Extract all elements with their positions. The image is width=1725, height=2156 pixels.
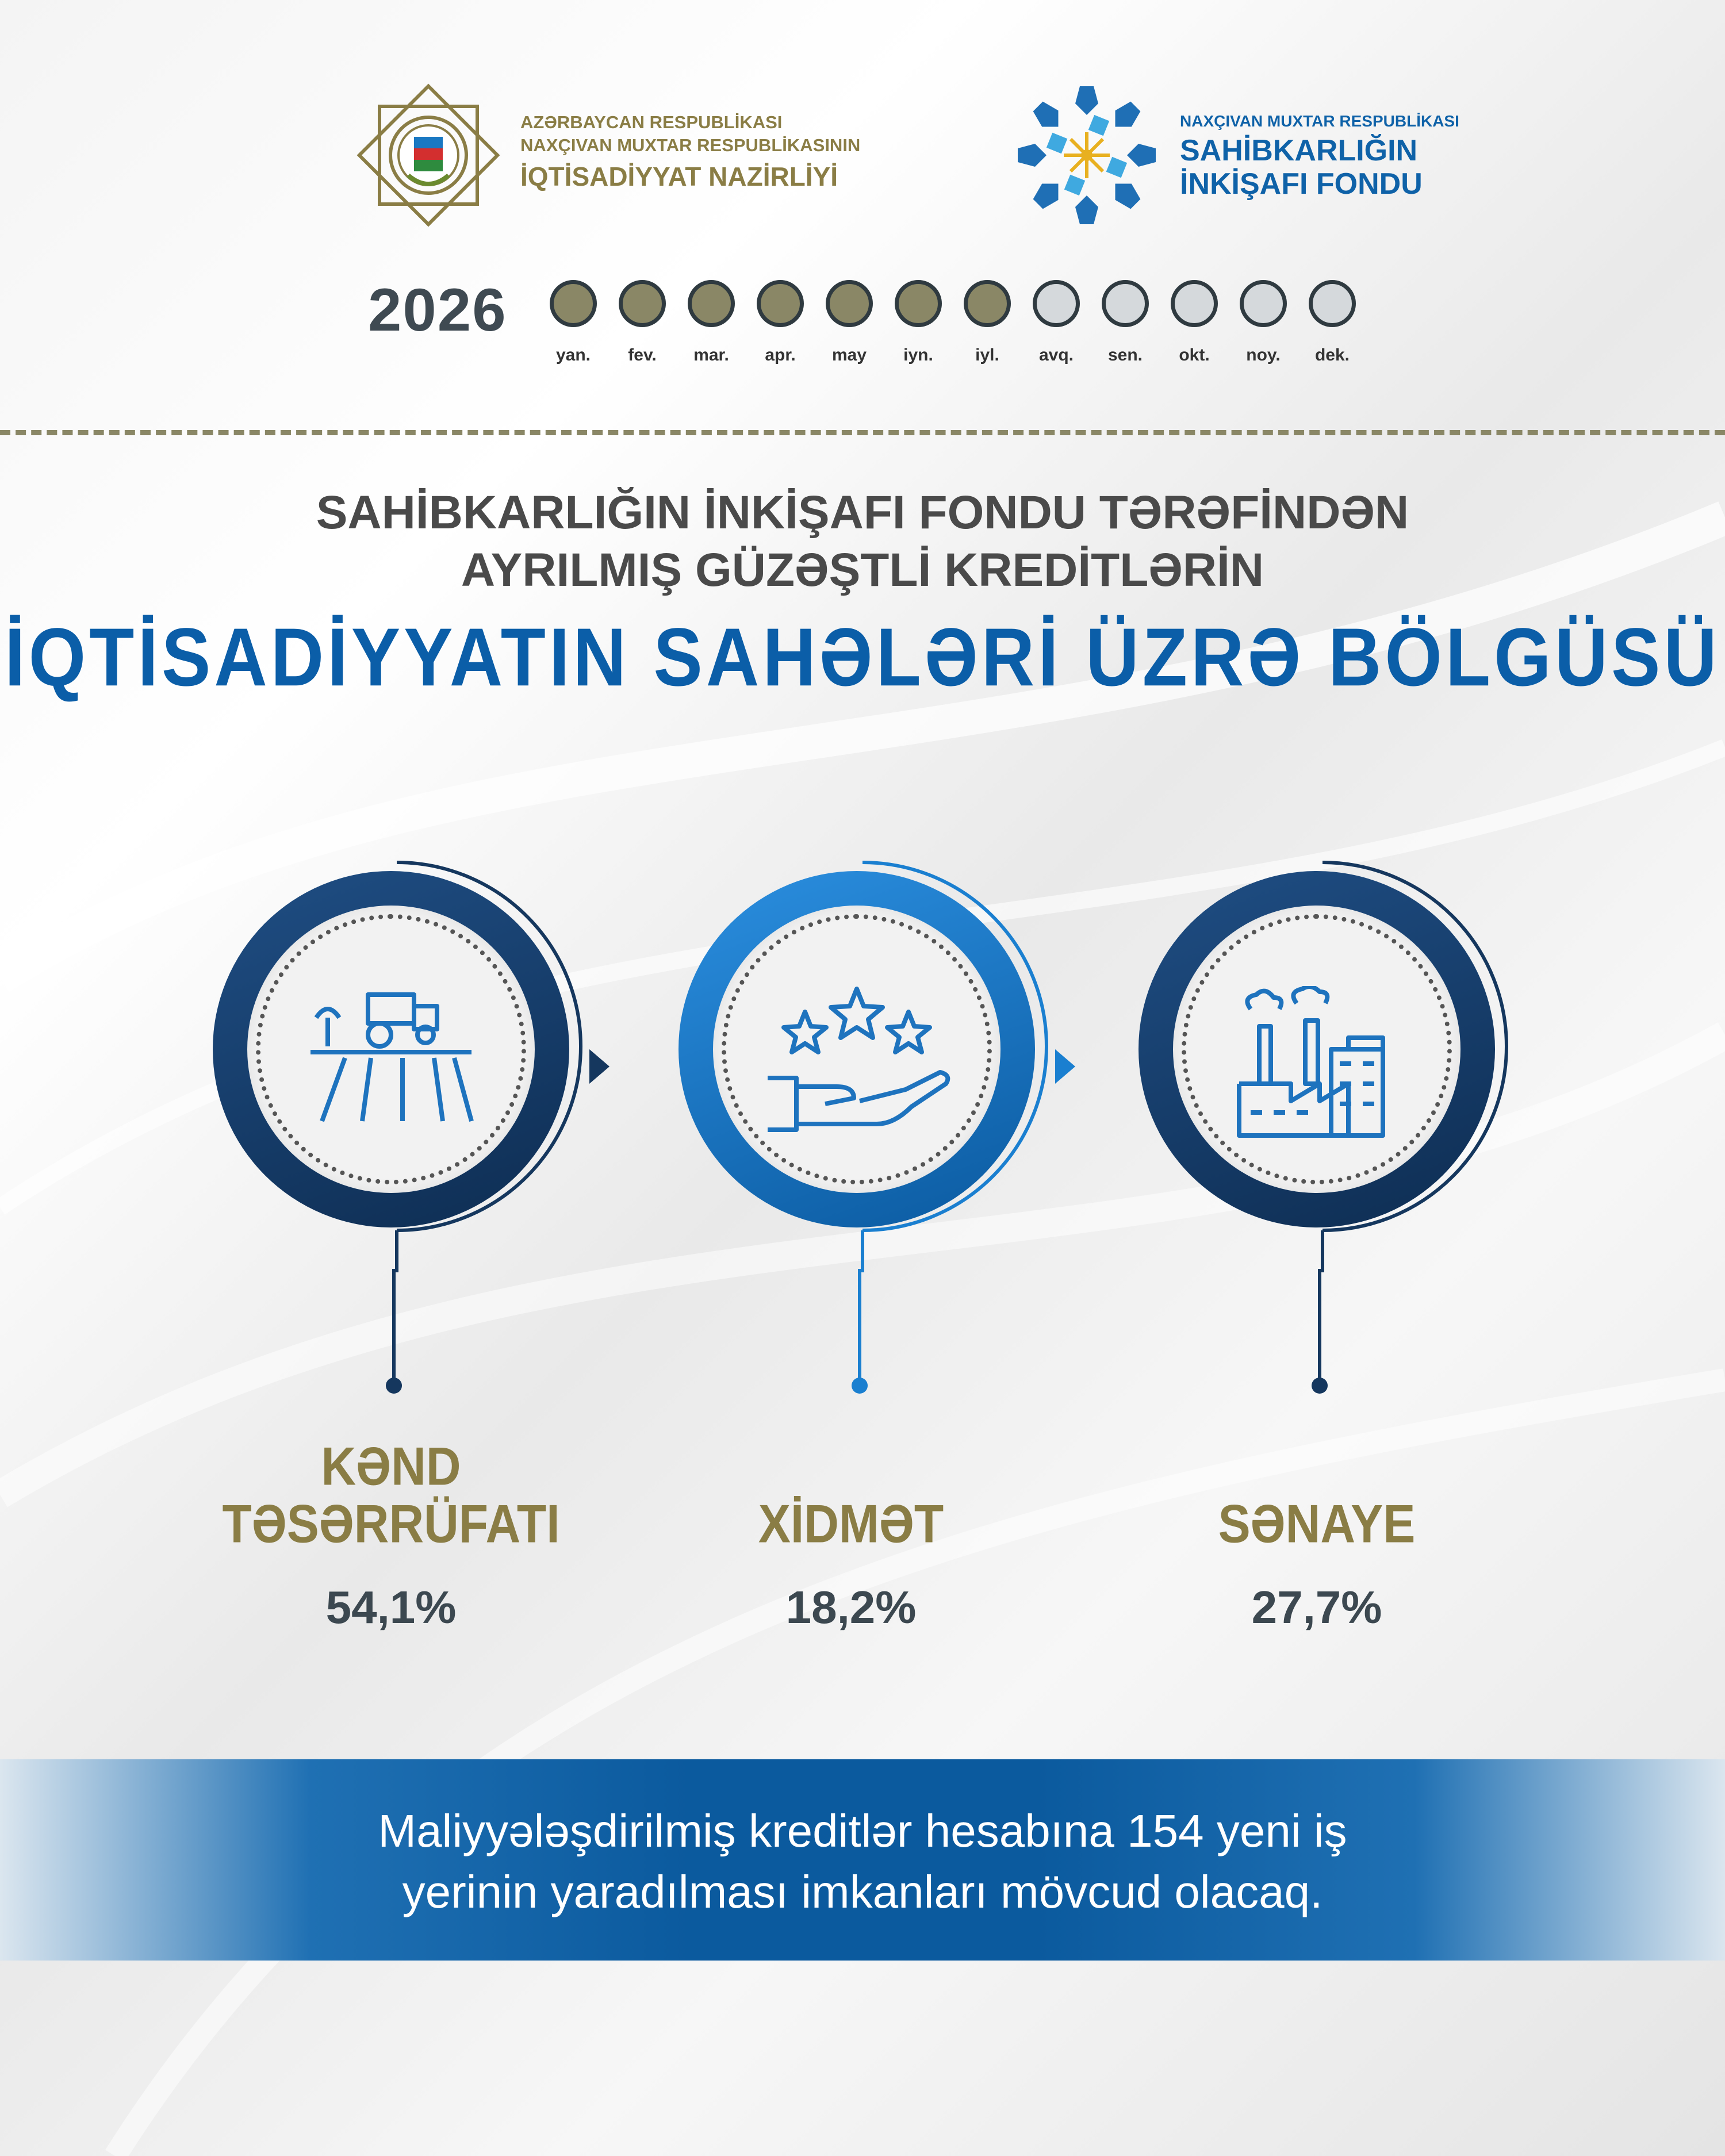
month-label: fev. bbox=[628, 346, 657, 365]
service-stars-icon bbox=[762, 980, 952, 1153]
month-0 bbox=[542, 280, 605, 365]
month-dot-pending bbox=[1102, 280, 1149, 327]
month-dot-pending bbox=[1033, 280, 1080, 327]
month-11 bbox=[1301, 280, 1364, 365]
footer-text bbox=[0, 1801, 1725, 1922]
month-label: avq. bbox=[1038, 346, 1074, 365]
footer-text-line1: Maliyyələşdirilmiş kreditlər hesabına 154 yeni iş bbox=[378, 1805, 1347, 1856]
ministry-name-line2: NAXÇIVAN MUXTAR RESPUBLİKASININ bbox=[520, 135, 861, 155]
footer-text-line2: yerinin yaradılması imkanları mövcud olacaq. bbox=[402, 1866, 1323, 1917]
month-2 bbox=[680, 280, 743, 365]
month-dot-completed bbox=[688, 280, 735, 327]
month-dot-pending bbox=[1171, 280, 1218, 327]
month-8 bbox=[1094, 280, 1157, 365]
month-dot-completed bbox=[619, 280, 666, 327]
month-6 bbox=[956, 280, 1019, 365]
ministry-emblem-icon bbox=[354, 80, 503, 230]
month-7 bbox=[1025, 280, 1088, 365]
month-label: noy. bbox=[1246, 346, 1281, 365]
month-label: dek. bbox=[1314, 346, 1350, 365]
month-10 bbox=[1232, 280, 1295, 365]
month-label: sen. bbox=[1107, 346, 1143, 365]
dashed-divider bbox=[0, 430, 1725, 435]
month-label: may bbox=[831, 346, 867, 365]
month-5 bbox=[887, 280, 950, 365]
sector-industry-percent: 27,7% bbox=[1251, 1582, 1382, 1633]
sector-agriculture-label-line1: KƏND bbox=[321, 1436, 461, 1497]
month-dot-completed bbox=[964, 280, 1011, 327]
month-label: iyn. bbox=[903, 346, 933, 365]
month-9 bbox=[1163, 280, 1226, 365]
sector-service-percent: 18,2% bbox=[785, 1582, 917, 1633]
month-label: yan. bbox=[555, 346, 591, 365]
month-dot-pending bbox=[1240, 280, 1287, 327]
month-dot-completed bbox=[757, 280, 804, 327]
ministry-name-line1: AZƏRBAYCAN RESPUBLİKASI bbox=[520, 112, 783, 132]
fund-name-line1: NAXÇIVAN MUXTAR RESPUBLİKASI bbox=[1180, 112, 1459, 130]
subtitle-line2: AYRILMIŞ GÜZƏŞTLİ KREDİTLƏRİN bbox=[461, 544, 1264, 596]
month-label: okt. bbox=[1179, 346, 1210, 365]
sector-service-label: XİDMƏT bbox=[758, 1493, 944, 1554]
factory-icon bbox=[1233, 986, 1400, 1141]
month-dot-completed bbox=[550, 280, 597, 327]
subtitle-line1: SAHİBKARLIĞIN İNKİŞAFI FONDU TƏRƏFİNDƏN bbox=[316, 486, 1409, 539]
month-4 bbox=[818, 280, 881, 365]
month-dot-completed bbox=[826, 280, 873, 327]
month-label: iyl. bbox=[975, 346, 999, 365]
month-1 bbox=[611, 280, 674, 365]
year-label: 2026 bbox=[368, 277, 507, 344]
page-title: İQTİSADİYYATIN SAHƏLƏRİ ÜZRƏ BÖLGÜSÜ bbox=[5, 611, 1720, 704]
month-dot-completed bbox=[895, 280, 942, 327]
sector-agriculture-percent: 54,1% bbox=[325, 1582, 457, 1633]
fund-name-line3: İNKİŞAFI FONDU bbox=[1180, 167, 1423, 201]
month-label: apr. bbox=[765, 346, 796, 365]
month-dot-pending bbox=[1309, 280, 1356, 327]
month-3 bbox=[749, 280, 812, 365]
sector-industry-label: SƏNAYE bbox=[1218, 1493, 1416, 1554]
month-label: mar. bbox=[693, 346, 729, 365]
ministry-name-line3: İQTİSADİYYAT NAZİRLİYİ bbox=[520, 162, 838, 191]
farm-tractor-icon bbox=[305, 977, 477, 1127]
fund-emblem-icon bbox=[1012, 80, 1162, 230]
sector-agriculture-label-line2: TƏSƏRRÜFATI bbox=[222, 1493, 560, 1554]
fund-name-line2: SAHİBKARLIĞIN bbox=[1180, 134, 1418, 167]
